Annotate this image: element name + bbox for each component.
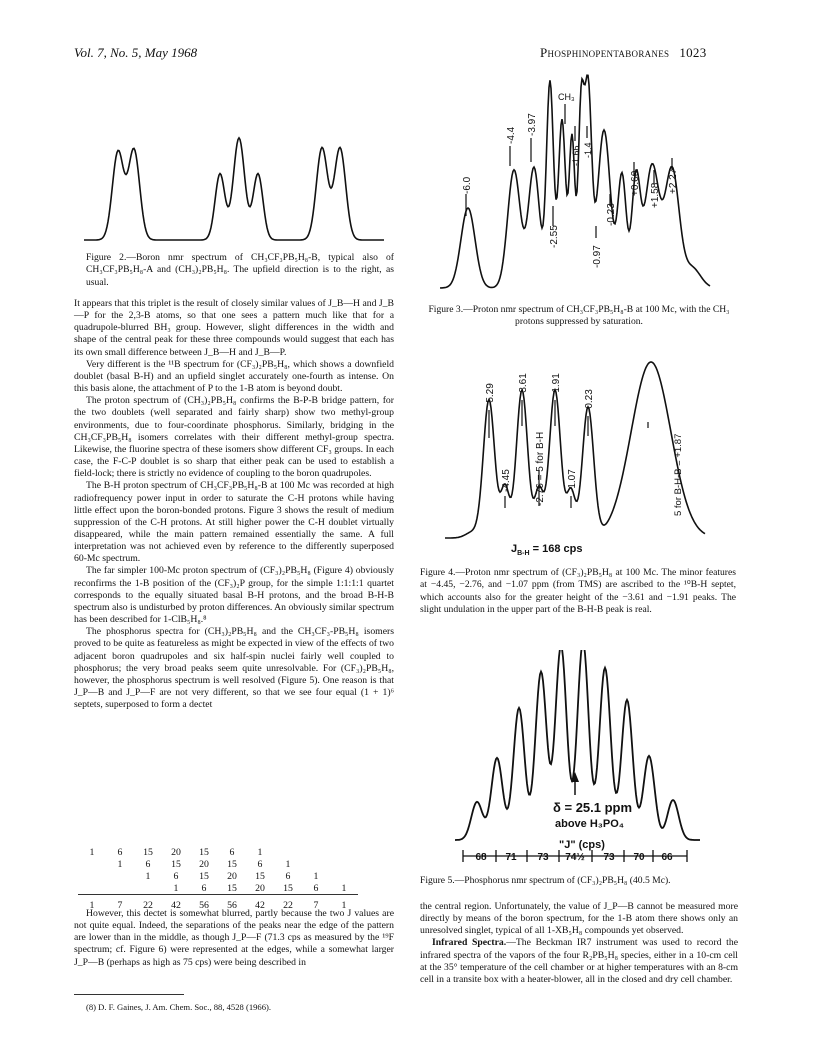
paragraph: The phosphorus spectra for (CH₃)₂PB₅H₈ and the CH₃CF₃-PB₅H₈ isomers proved to be quite as featureless as might be expected in view of the effects of two adjacent boron quadrupoles and six half-spin nuclei fairly well coupled to phosphorus; the very broad peaks seem quite unresolvable. For (CF₃)₂PB₅H₈, however, the phosphorus spectrum is well resolved (Figure 5). One reason is that J_P—B and J_P—F are not very different, so that we see four equal (1 + 1)⁶ septets, superposed to form a dectet — [74, 626, 394, 711]
fig4-coupling-label: $J_{B-H} = 168$ cps — [511, 543, 583, 557]
table-cell: 42 — [246, 895, 274, 913]
running-title-text: Phosphinopentaboranes — [540, 45, 670, 60]
paragraph: The proton spectrum of (CH₃)₂PB₅H₈ confirms the B-P-B bridge pattern, for the two doublets (well separated and fairly sharp) show two methyl-group environments, due to four-coordinate phosphorus. Similarly, bridging in the CH₃CF₃PB₅H₈ isomers correlates with their different methyl-group spectra. Likewise, the fluorine spectra of these isomers show different CF₃ groups. In each case, the F-C-P doublet is so sharp that either peak can be used to establish a field-lock; there is strictly no evidence of coupling to the boron quadrupoles. — [74, 395, 394, 480]
paragraph: It appears that this triplet is the result of closely similar values of J_B—H and J_B—P for the 2,3-B atoms, so that one sees a pattern much like that for a quadrupole-blurred BH₃ group. However, slight differences in the width and shape of the central peak for these three compounds would suggest that each has its own small difference between J_B—H and J_B—P. — [74, 298, 394, 358]
table-cell: 1 — [313, 870, 319, 882]
fig5-reference: above H₃PO₄ — [555, 818, 625, 830]
fig3-label: -2.55 — [549, 225, 560, 248]
table-cell: 1 — [145, 870, 151, 882]
table-cell: 20 — [255, 882, 265, 894]
table-row — [78, 846, 358, 858]
table-cell: 15 — [255, 870, 265, 882]
table-cell — [78, 858, 106, 870]
fig5-scale-label: 73 — [537, 852, 549, 863]
fig5-j-title: "J" (cps) — [559, 839, 605, 851]
paragraph: The B-H proton spectrum of CH₃CF₃PB₅H₈-B at 100 Mc was recorded at high radiofrequency power input in order to saturate the C-H protons while having little effect upon the boron-bonded protons. Figure 3 shows the result of medium suppression of the C-H protons. At still higher power the C-H doublet virtually disappeared, while the main pattern remained essentially the same. A full interpretation was not achieved even by reference to the differently superposed 60-Mc spectrum. — [74, 480, 394, 565]
fig5-scale-label: 70 — [633, 852, 645, 863]
fig5-delta: δ = 25.1 ppm — [553, 800, 633, 815]
fig3-label: +1.58 — [650, 182, 661, 208]
fig3-label: +0.60 — [630, 170, 641, 196]
table-cell: 42 — [162, 895, 190, 913]
page-number: 1023 — [679, 45, 707, 60]
figure-3-caption: Figure 3.—Proton nmr spectrum of CH₃CF₃PB₅H₈-B at 100 Mc, with the CH₃ protons suppressed by saturation. — [428, 304, 730, 328]
section-heading: Infrared Spectra. — [432, 937, 507, 949]
fig4-label: -1.07 — [567, 469, 578, 492]
table-cell — [106, 870, 134, 882]
paragraph: the central region. Unfortunately, the value of J_P—B cannot be measured more directly by means of the boron spectrum, for the 1-B atom there shows only an unresolved singlet, typical of all 1-XB₅H₈ compounds yet observed. — [420, 901, 738, 937]
paragraph: The far simpler 100-Mc proton spectrum of (CF₃)₂PB₅H₈ (Figure 4) obviously reconfirms the 1-B position of the (CF₃)₂P group, for the simple 1:1:1:1 quartet corresponds to the equally situated basal B-H protons, and the broad B-H-B spectrum also is undisturbed by proton differences. An obviously similar spectrum has been described for 1-ClB₅H₈.⁸ — [74, 565, 394, 626]
fig5-scale-label: 68 — [475, 852, 487, 863]
table-cell: 22 — [274, 895, 302, 913]
table-cell — [78, 870, 106, 882]
table-cell: 6 — [257, 858, 263, 870]
fig4-label: -1.91 — [551, 373, 562, 396]
table-cell: 6 — [229, 846, 235, 858]
table-cell — [330, 870, 358, 882]
fig5-scale-label: 66 — [661, 852, 673, 863]
fig5-scale-label: 74½ — [565, 852, 585, 863]
right-column-text — [420, 901, 738, 986]
table-cell: 1 — [117, 858, 123, 870]
table-cell: 15 — [199, 846, 209, 858]
fig3-label: -3.97 — [527, 113, 538, 136]
table-cell: 1 — [341, 882, 347, 894]
table-cell — [134, 882, 162, 895]
table-cell: 15 — [283, 882, 293, 894]
table-cell: 20 — [227, 870, 237, 882]
table-cell — [274, 846, 302, 858]
table-cell: 6 — [173, 870, 179, 882]
left-column-text-continued — [74, 908, 394, 969]
running-title — [540, 45, 707, 61]
fig3-label: -4.4 — [506, 126, 517, 144]
table-cell — [330, 858, 358, 870]
table-cell: 1 — [257, 846, 263, 858]
figure-5-spectrum — [455, 650, 735, 865]
fig3-label: -1.66 — [571, 145, 581, 166]
table-cell: 22 — [134, 895, 162, 913]
fig3-label: -0.97 — [592, 245, 603, 268]
figure-4-caption: Figure 4.—Proton nmr spectrum of (CF₃)₂PB₅H₈ at 100 Mc. The minor features at −4.45, −2.76, and −1.07 ppm (from TMS) are ascribed to the ¹⁰B-H septet, which accounts also for the greater height of the −3.61 and −1.91 peaks. The slight undulation in the upper part of the B-H-B peak is real. — [420, 567, 736, 616]
table-cell: 15 — [143, 846, 153, 858]
left-column-text — [74, 298, 394, 711]
table-cell: 6 — [117, 846, 123, 858]
table-cell: 15 — [227, 858, 237, 870]
figure-3-spectrum — [440, 66, 740, 306]
table-cell: 6 — [313, 882, 319, 894]
fig3-label: -1.4 — [583, 142, 593, 158]
fig3-label: -0.23 — [606, 203, 617, 226]
paragraph-text: —The Beckman IR7 instrument was used to record the infrared spectra of the vapors of the four R₂PB₅H₈ species, either in a 10-cm cell at the 35° temperature of the cell chamber or at higher temperatures with an 8-cm cell in a transite box with a heater-blower, all in the closed and dry cell chamber. — [420, 937, 738, 985]
fig4-label: -4.45 — [501, 469, 512, 492]
table-cell — [302, 846, 330, 858]
paragraph: However, this dectet is somewhat blurred, partly because the two J values are not quite equal. Indeed, the separations of the peaks near the edge of the pattern are lower than in the middle, as though J_P—F (71.3 cps as measured by the ¹⁹F spectrum; cf. Figure 6) were represented at the edges, while a somewhat larger J_P—B (perhaps as high as 75 cps) were being described in — [74, 908, 394, 968]
fig4-trace — [445, 362, 705, 538]
table-cell: 15 — [171, 858, 181, 870]
footnote-rule — [74, 994, 184, 995]
fig4-label: -2.76 = 5 for B-H — [535, 431, 546, 506]
fig4-label: -3.61 — [518, 373, 529, 396]
table-cell: 15 — [199, 870, 209, 882]
figure-2-caption: Figure 2.—Boron nmr spectrum of CH₃CF₃PB₅H₈-B, typical also of CH₃CF₃PB₅H₈-A and (CH₃)₂PB₅H₈. The upfield direction is to the right, as usual. — [86, 252, 394, 288]
table-cell — [78, 882, 106, 895]
fig3-label: -6.0 — [462, 176, 473, 194]
journal-issue: Vol. 7, No. 5, May 1968 — [74, 45, 198, 60]
fig3-label: +2.27 — [668, 168, 679, 194]
dectet-table — [78, 846, 358, 912]
table-cell: 1 — [285, 858, 291, 870]
paragraph: Very different is the ¹¹B spectrum for (CF₃)₂PB₅H₈, which shows a downfield doublet (basal B-H) and an upfield singlet accurately one-fourth as intense. On this basis alone, the attachment of P to the 1-B atom is beyond doubt. — [74, 358, 394, 395]
table-cell — [106, 882, 134, 895]
table-cell: 1 — [330, 895, 358, 913]
table-cell: 6 — [201, 882, 207, 894]
figure-2-spectrum — [84, 68, 394, 248]
table-cell: 20 — [199, 858, 209, 870]
table-cell: 6 — [285, 870, 291, 882]
table-cell: 1 — [78, 895, 106, 913]
table-row — [78, 882, 358, 895]
table-row — [78, 870, 358, 882]
paragraph — [420, 937, 738, 986]
table-cell: 1 — [89, 846, 95, 858]
fig5-scale-label: 73 — [603, 852, 615, 863]
footnote: (8) D. F. Gaines, J. Am. Chem. Soc., 88, 4528 (1966). — [86, 1002, 272, 1012]
table-cell — [330, 846, 358, 858]
table-cell: 15 — [227, 882, 237, 894]
table-cell: 7 — [106, 895, 134, 913]
fig4-label: 5 for B-H-B = +1.87 — [673, 433, 684, 516]
fig3-label: CH₃ — [558, 92, 575, 102]
table-cell — [302, 858, 330, 870]
fig4-label: -0.23 — [584, 389, 595, 412]
table-cell: 20 — [171, 846, 181, 858]
table-row — [78, 858, 358, 870]
fig4-label: -5.29 — [485, 383, 496, 406]
table-cell: 56 — [190, 895, 218, 913]
fig5-scale-label: 71 — [505, 852, 517, 863]
table-cell: 7 — [302, 895, 330, 913]
table-cell: 56 — [218, 895, 246, 913]
figure-4-spectrum — [445, 340, 725, 570]
table-cell: 6 — [145, 858, 151, 870]
figure-5-caption: Figure 5.—Phosphorus nmr spectrum of (CF₃)₂PB₅H₈ (40.5 Mc). — [420, 875, 671, 886]
table-cell: 1 — [173, 882, 179, 894]
fig2-trace — [84, 138, 384, 240]
